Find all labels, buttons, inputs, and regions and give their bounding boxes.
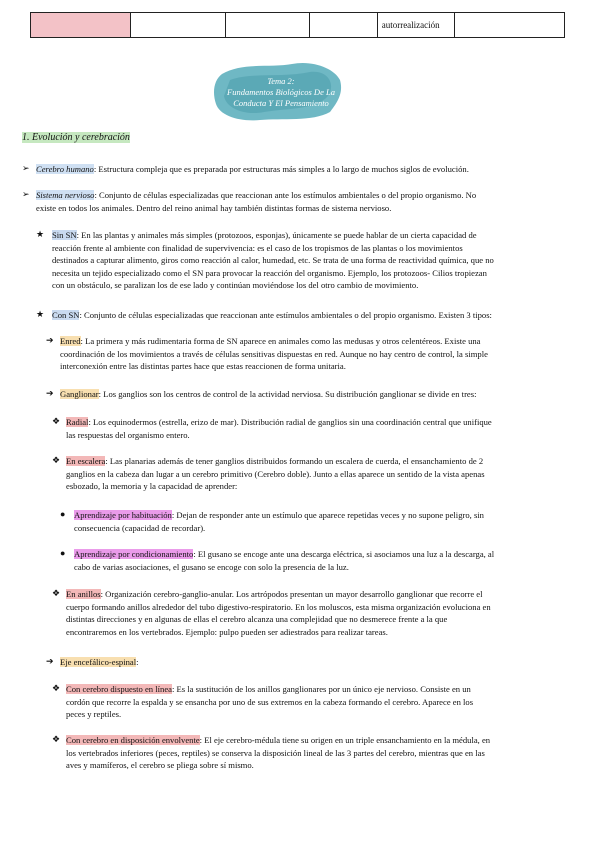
arrow-right-icon: ➔ xyxy=(46,388,54,398)
diamond-bullet-icon: ❖ xyxy=(52,416,61,426)
paragraph-radial xyxy=(66,416,582,441)
text-line: : Dejan de responder ante un estímulo que aparece repetidas veces y no supone peligro, sin xyxy=(171,510,484,520)
text-line: : El gusano se encoge ante una descarga eléctrica, si asociamos una luz a la descarga, al xyxy=(193,549,495,559)
paragraph-sistema xyxy=(36,189,581,214)
paragraph-eje xyxy=(60,656,582,669)
paragraph-sin-sn xyxy=(52,229,582,292)
diamond-bullet-icon: ❖ xyxy=(52,455,61,465)
term: Radial xyxy=(66,417,89,427)
text-line: : Es la sustitución de los anillos ganglionares por un único eje nervioso. Consiste en un xyxy=(171,684,471,694)
text-line: interconexión entre las distintas partes hace que estas reaccionen de forma unitaria. xyxy=(60,361,346,372)
term: En escalera xyxy=(66,456,106,466)
text-line: cabo de varias asociaciones, el gusano se encoge con solo la presencia de la luz. xyxy=(74,561,349,572)
text-line: encontraremos en los vertebrados. Ejemplo: pulpo pueden ser adiestrados para realizar tareas. xyxy=(66,626,388,637)
term: Sistema nervioso xyxy=(36,190,95,200)
paragraph-condicionamiento xyxy=(74,548,582,573)
text-line: peces y reptiles. xyxy=(66,709,122,720)
paragraph-anillos xyxy=(66,588,582,638)
text-line: aves y mamíferos, el cerebro se pliega sobre sí mismo. xyxy=(66,760,254,771)
term: En anillos xyxy=(66,589,101,599)
text-line: : La primera y más rudimentaria forma de SN aparece en animales como las medusas y otros celentéreos. Existe una xyxy=(80,336,481,346)
term: Ganglionar xyxy=(60,389,99,399)
term: Cerebro humano xyxy=(36,164,94,174)
definition: : Los ganglios son los centros de control de la actividad nerviosa. Su distribución ganglionar se divide en tres: xyxy=(98,389,477,399)
definition: : Conjunto de células especializadas que reaccionan ante estímulos ambientales o del propio organismo. Existen 3 tipos: xyxy=(79,310,492,320)
term: Con SN xyxy=(52,310,80,320)
arrow-bullet-icon: ➢ xyxy=(22,189,30,199)
banner-line: Tema 2: xyxy=(267,76,295,86)
definition: : xyxy=(136,657,139,667)
text-line: cuerpo formando anillos alrededor del tubo digestivo-respiratorio. En los moluscos, esta misma organización evoluciona en xyxy=(66,601,491,612)
diamond-bullet-icon: ❖ xyxy=(52,683,61,693)
table-cell xyxy=(31,13,131,37)
arrow-right-icon: ➔ xyxy=(46,656,54,666)
arrow-right-icon: ➔ xyxy=(46,335,54,345)
paragraph-con-sn xyxy=(52,309,582,322)
text-line: reacción frente al ambiente con finalidad de supervivencia: es el caso de los tropismos de las plantas o los movimientos xyxy=(52,242,463,253)
paragraph-enred xyxy=(60,335,582,373)
term: Eje encefálico-espinal xyxy=(60,657,137,667)
paragraph-linea xyxy=(66,683,582,721)
text-line: las respuestas del organismo entero. xyxy=(66,429,190,440)
term: Sin SN xyxy=(52,230,77,240)
definition: : Estructura compleja que es preparada por estructuras más simples a lo largo de muchos siglos de evolución. xyxy=(93,164,469,174)
term: Enred xyxy=(60,336,81,346)
paragraph-habituacion xyxy=(74,509,582,534)
text-line: esbozado, la memoria y la capacidad de aprender: xyxy=(66,481,238,492)
text-line: necesita un tejido especializado como el SN para provocar la reacción del organismo. Ejemplo, los protozoos- Cilios tropiezan xyxy=(52,267,487,278)
section-title-text: 1. Evolución y cerebración xyxy=(22,132,130,143)
top-table xyxy=(30,12,565,38)
paragraph-ganglionar xyxy=(60,388,582,401)
paragraph-escalera xyxy=(66,455,582,493)
text-line: : En las plantas y animales más simples (protozoos, esponjas), únicamente se puede hablar de un cierta capacidad de xyxy=(76,230,477,240)
text-line: destinados a capturar alimento, giros como reacción al calor, humedad, etc. Se trata de una forma de reactividad química, que no xyxy=(52,255,494,266)
dot-bullet-icon: ● xyxy=(60,509,66,519)
text-line: : Conjunto de células especializadas que reaccionan ante los estímulos ambientales o del propio organismo. No xyxy=(94,190,477,200)
table-cell xyxy=(226,13,310,37)
text-line: coordinación de los movimientos a través de células sensitivas dispuestas en red. Aunque no hay centro de control, la simple xyxy=(60,348,488,359)
table-cell xyxy=(455,13,564,37)
arrow-bullet-icon: ➢ xyxy=(22,163,30,173)
term: Aprendizaje por habituación xyxy=(74,510,172,520)
text-line: consecuencia (capacidad de recordar). xyxy=(74,522,206,533)
diamond-bullet-icon: ❖ xyxy=(52,734,61,744)
banner-title xyxy=(226,76,336,109)
text-line: : Las planarias además de tener ganglios distribuidos formando un escalera de cuerda, el ensanchamiento de 2 xyxy=(105,456,484,466)
star-bullet-icon: ★ xyxy=(36,229,45,239)
banner-line: Fundamentos Biológicos De La xyxy=(227,87,335,97)
diamond-bullet-icon: ❖ xyxy=(52,588,61,598)
text-line: : Organización cerebro-ganglio-anular. Los artrópodos presentan un mayor desarrollo ganglionar que recorre el xyxy=(100,589,483,599)
text-line: distintas direcciones y en algunas de ellas el cerebro alcanza una complejidad que no desmerece frente a la que xyxy=(66,614,448,625)
table-cell: autorrealización xyxy=(378,13,456,37)
term: Con cerebro en disposición envolvente xyxy=(66,735,200,745)
text-line: con un obstáculo, se paralizan los de ese lado y continúan moviéndose los del otro cambio de movimiento. xyxy=(52,280,419,291)
text-line: : El eje cerebro-médula tiene su origen en un triple ensanchamiento en la médula, en xyxy=(199,735,491,745)
text-line: ganglios en la cabeza dan lugar a un cerebro primitivo (Cerebro doble). Junto a ellas aparece un sentido de la vista apenas xyxy=(66,468,485,479)
section-title xyxy=(22,132,130,143)
table-cell xyxy=(310,13,378,37)
star-bullet-icon: ★ xyxy=(36,309,45,319)
paragraph-envolvente xyxy=(66,734,582,772)
term: Aprendizaje por condicionamiento xyxy=(74,549,194,559)
dot-bullet-icon: ● xyxy=(60,548,66,558)
table-cell xyxy=(131,13,227,37)
text-line: los vertebrados inferiores (peces, reptiles) se conserva la disposición lineal de las 3 partes del cerebro, mientras que en las xyxy=(66,747,485,758)
text-line: : Los equinodermos (estrella, erizo de mar). Distribución radial de ganglios sin una coordinación central que unifique xyxy=(88,417,492,427)
text-line: cordón que recorre la espalda y se ensancha por uno de sus extremos en la cabeza formando el cerebro. Aparece en los xyxy=(66,696,474,707)
term: Con cerebro dispuesto en línea xyxy=(66,684,172,694)
paragraph-cerebro xyxy=(36,163,576,176)
text-line: existe en todos los animales. Dentro del reino animal hay también distintas formas de sistema nervioso. xyxy=(36,202,392,213)
banner-line: Conducta Y El Pensamiento xyxy=(233,98,329,108)
